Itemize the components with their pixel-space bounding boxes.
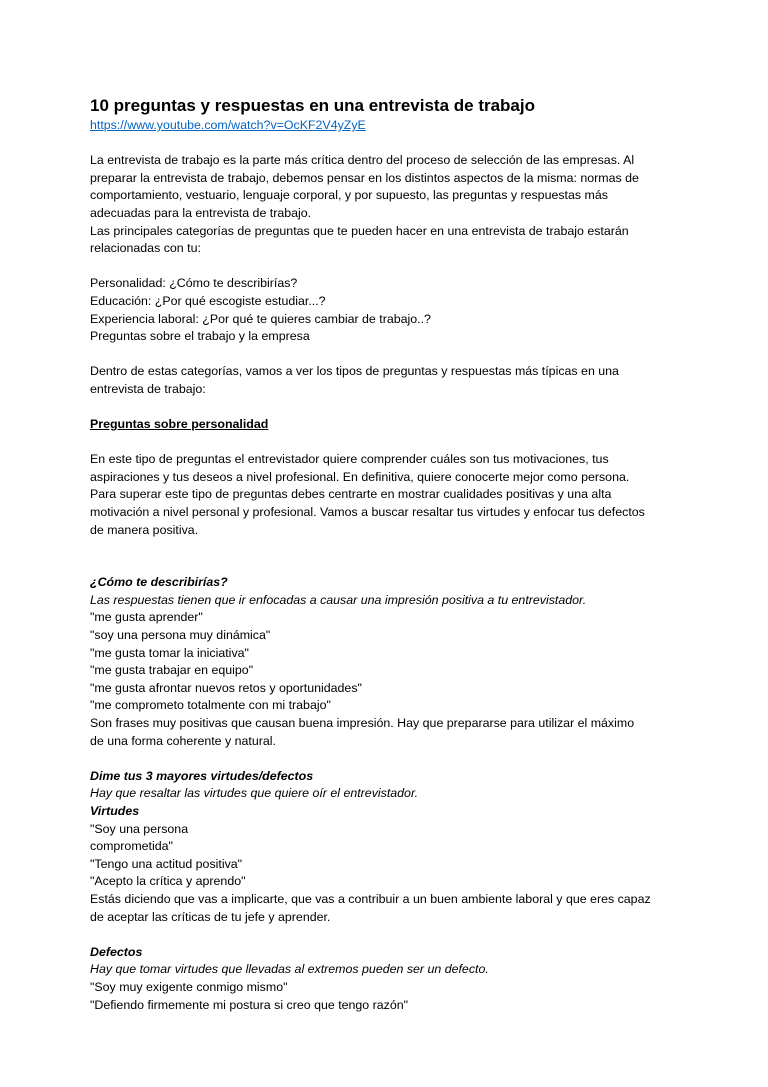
text-line: Para superar este tipo de preguntas debes centrarte en mostrar cualidades positivas y una alta bbox=[90, 487, 612, 502]
transition-paragraph bbox=[90, 363, 690, 398]
category-item: Experiencia laboral: ¿Por qué te quieres cambiar de trabajo..? bbox=[90, 311, 431, 326]
virtues-label: Virtudes bbox=[90, 803, 140, 818]
question-block-virtues bbox=[90, 768, 690, 926]
answer-item: "me gusta afrontar nuevos retos y oportunidades" bbox=[90, 680, 362, 695]
text-line: aspiraciones y tus deseos a nivel profesional. En definitiva, quiere conocerte mejor como persona. bbox=[90, 469, 630, 484]
video-link[interactable]: https://www.youtube.com/watch?v=OcKF2V4yZyE bbox=[90, 118, 366, 132]
text-line: de una forma coherente y natural. bbox=[90, 733, 276, 748]
answer-item: "soy una persona muy dinámica" bbox=[90, 628, 271, 643]
question-block-describe bbox=[90, 574, 690, 750]
category-item: Preguntas sobre el trabajo y la empresa bbox=[90, 329, 310, 344]
text-line: comportamiento, vestuario, lenguaje corporal, y por supuesto, las preguntas y respuestas más bbox=[90, 188, 608, 203]
defects-block bbox=[90, 944, 690, 1014]
answer-item: "Soy muy exigente conmigo mismo" bbox=[90, 979, 288, 994]
text-line: adecuadas para la entrevista de trabajo. bbox=[90, 205, 312, 220]
question-hint: Hay que resaltar las virtudes que quiere oír el entrevistador. bbox=[90, 786, 419, 801]
answer-item: "me gusta tomar la iniciativa" bbox=[90, 645, 249, 660]
text-line: preparar la entrevista de trabajo, debemos pensar en los distintos aspectos de la misma: normas de bbox=[90, 170, 639, 185]
answer-item: "Defiendo firmemente mi postura si creo que tengo razón" bbox=[90, 997, 409, 1012]
answer-item: "me gusta trabajar en equipo" bbox=[90, 663, 254, 678]
category-item: Personalidad: ¿Cómo te describirías? bbox=[90, 276, 298, 291]
text-line: Dentro de estas categorías, vamos a ver los tipos de preguntas y respuestas más típicas en una bbox=[90, 364, 619, 379]
text-line: motivación a nivel personal y profesional. Vamos a buscar resaltar tus virtudes y enfocar tus defectos bbox=[90, 505, 645, 520]
text-line: relacionadas con tu: bbox=[90, 241, 201, 256]
answer-item: "Soy una persona bbox=[90, 821, 189, 836]
document-title: 10 preguntas y respuestas en una entrevista de trabajo bbox=[90, 96, 535, 115]
intro-paragraph bbox=[90, 152, 690, 258]
section-intro-paragraph bbox=[90, 451, 690, 539]
answer-item: "Tengo una actitud positiva" bbox=[90, 856, 243, 871]
answer-item: "me comprometo totalmente con mi trabajo" bbox=[90, 698, 331, 713]
text-line: de aceptar las críticas de tu jefe y aprender. bbox=[90, 909, 331, 924]
answer-item: comprometida" bbox=[90, 839, 173, 854]
question-title: Dime tus 3 mayores virtudes/defectos bbox=[90, 768, 314, 783]
question-hint: Las respuestas tienen que ir enfocadas a causar una impresión positiva a tu entrevistador. bbox=[90, 592, 587, 607]
answer-item: "Acepto la crítica y aprendo" bbox=[90, 874, 246, 889]
text-line: Son frases muy positivas que causan buena impresión. Hay que prepararse para utilizar el máximo bbox=[90, 716, 635, 730]
question-title: ¿Cómo te describirías? bbox=[90, 575, 228, 590]
text-line: En este tipo de preguntas el entrevistador quiere comprender cuáles son tus motivaciones, tus bbox=[90, 452, 609, 467]
category-list bbox=[90, 275, 690, 345]
defects-hint: Hay que tomar virtudes que llevadas al extremos pueden ser un defecto. bbox=[90, 962, 489, 977]
defects-label: Defectos bbox=[90, 944, 143, 959]
text-line: de manera positiva. bbox=[90, 522, 199, 537]
text-line: La entrevista de trabajo es la parte más crítica dentro del proceso de selección de las empresas. Al bbox=[90, 153, 635, 168]
text-line: Las principales categorías de preguntas que te pueden hacer en una entrevista de trabajo estarán bbox=[90, 223, 629, 238]
document-body bbox=[90, 96, 690, 1014]
answer-item: "me gusta aprender" bbox=[90, 610, 203, 625]
category-item: Educación: ¿Por qué escogiste estudiar...? bbox=[90, 293, 326, 308]
section-heading: Preguntas sobre personalidad bbox=[90, 417, 269, 432]
text-line: Estás diciendo que vas a implicarte, que vas a contribuir a un buen ambiente laboral y que eres capaz bbox=[90, 891, 651, 906]
text-line: entrevista de trabajo: bbox=[90, 381, 206, 396]
